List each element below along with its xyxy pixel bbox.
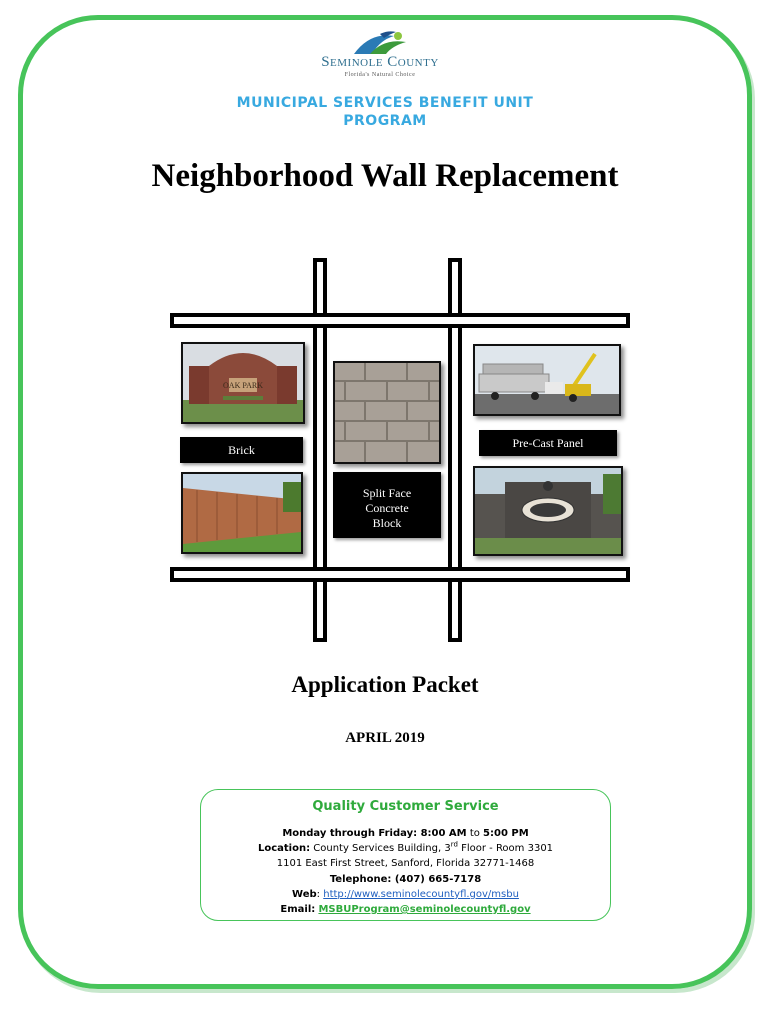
hours-line — [201, 826, 610, 841]
location-post: Floor - Room 3301 — [461, 843, 554, 855]
contact-lines — [201, 826, 610, 917]
contact-heading: Quality Customer Service — [312, 799, 499, 814]
hours-end: 5:00 PM — [483, 828, 529, 839]
location-pre: County Services Building, 3 — [313, 843, 451, 855]
precast-label: Pre-Cast Panel — [479, 430, 617, 456]
program-line-2: PROGRAM — [343, 113, 427, 129]
page-title: Neighborhood Wall Replacement — [151, 158, 619, 194]
precast-wall-photo — [473, 466, 623, 556]
split-face-label — [333, 472, 441, 538]
logo-county-name: Seminole County — [321, 54, 439, 70]
brick-sign-photo — [181, 342, 305, 424]
grid-bar-horizontal-top — [170, 313, 630, 328]
web-link[interactable]: http://www.seminolecountyfl.gov/msbu — [323, 888, 519, 900]
packet-date: APRIL 2019 — [345, 730, 425, 746]
location-line — [201, 841, 610, 856]
address-line: 1101 East First Street, Sanford, Florida 32771-1468 — [276, 858, 535, 870]
contact-info-box — [200, 789, 611, 921]
telephone-line — [201, 872, 610, 887]
oak-park-sign-text: OAK PARK — [223, 381, 263, 390]
brick-label: Brick — [180, 437, 303, 463]
split-face-label-line-2: Concrete — [365, 501, 409, 515]
telephone-label: Telephone: (407) 665-7178 — [329, 873, 482, 885]
email-label: Email: — [280, 904, 316, 916]
location-label: Location: — [257, 843, 311, 855]
location-sup: rd — [450, 840, 458, 849]
split-face-block-photo — [333, 361, 441, 464]
email-link[interactable]: MSBUProgram@seminolecountyfl.gov — [318, 904, 531, 916]
grid-bar-horizontal-bottom — [170, 567, 630, 582]
hours-to: to — [469, 828, 480, 839]
email-line — [201, 902, 610, 917]
hours-label: Monday through Friday: 8:00 AM — [282, 828, 467, 839]
precast-install-photo — [473, 344, 621, 416]
web-sep: : — [316, 888, 321, 900]
seminole-county-logo — [310, 28, 450, 80]
program-heading — [0, 94, 770, 130]
brick-wall-photo — [181, 472, 303, 554]
program-line-1: MUNICIPAL SERVICES BENEFIT UNIT — [236, 95, 534, 111]
web-line — [201, 887, 610, 902]
logo-tagline: Florida's Natural Choice — [344, 72, 416, 78]
application-packet-heading: Application Packet — [291, 672, 479, 697]
web-label: Web — [292, 888, 317, 900]
split-face-label-line-3: Block — [372, 516, 402, 530]
split-face-label-line-1: Split Face — [362, 486, 412, 500]
